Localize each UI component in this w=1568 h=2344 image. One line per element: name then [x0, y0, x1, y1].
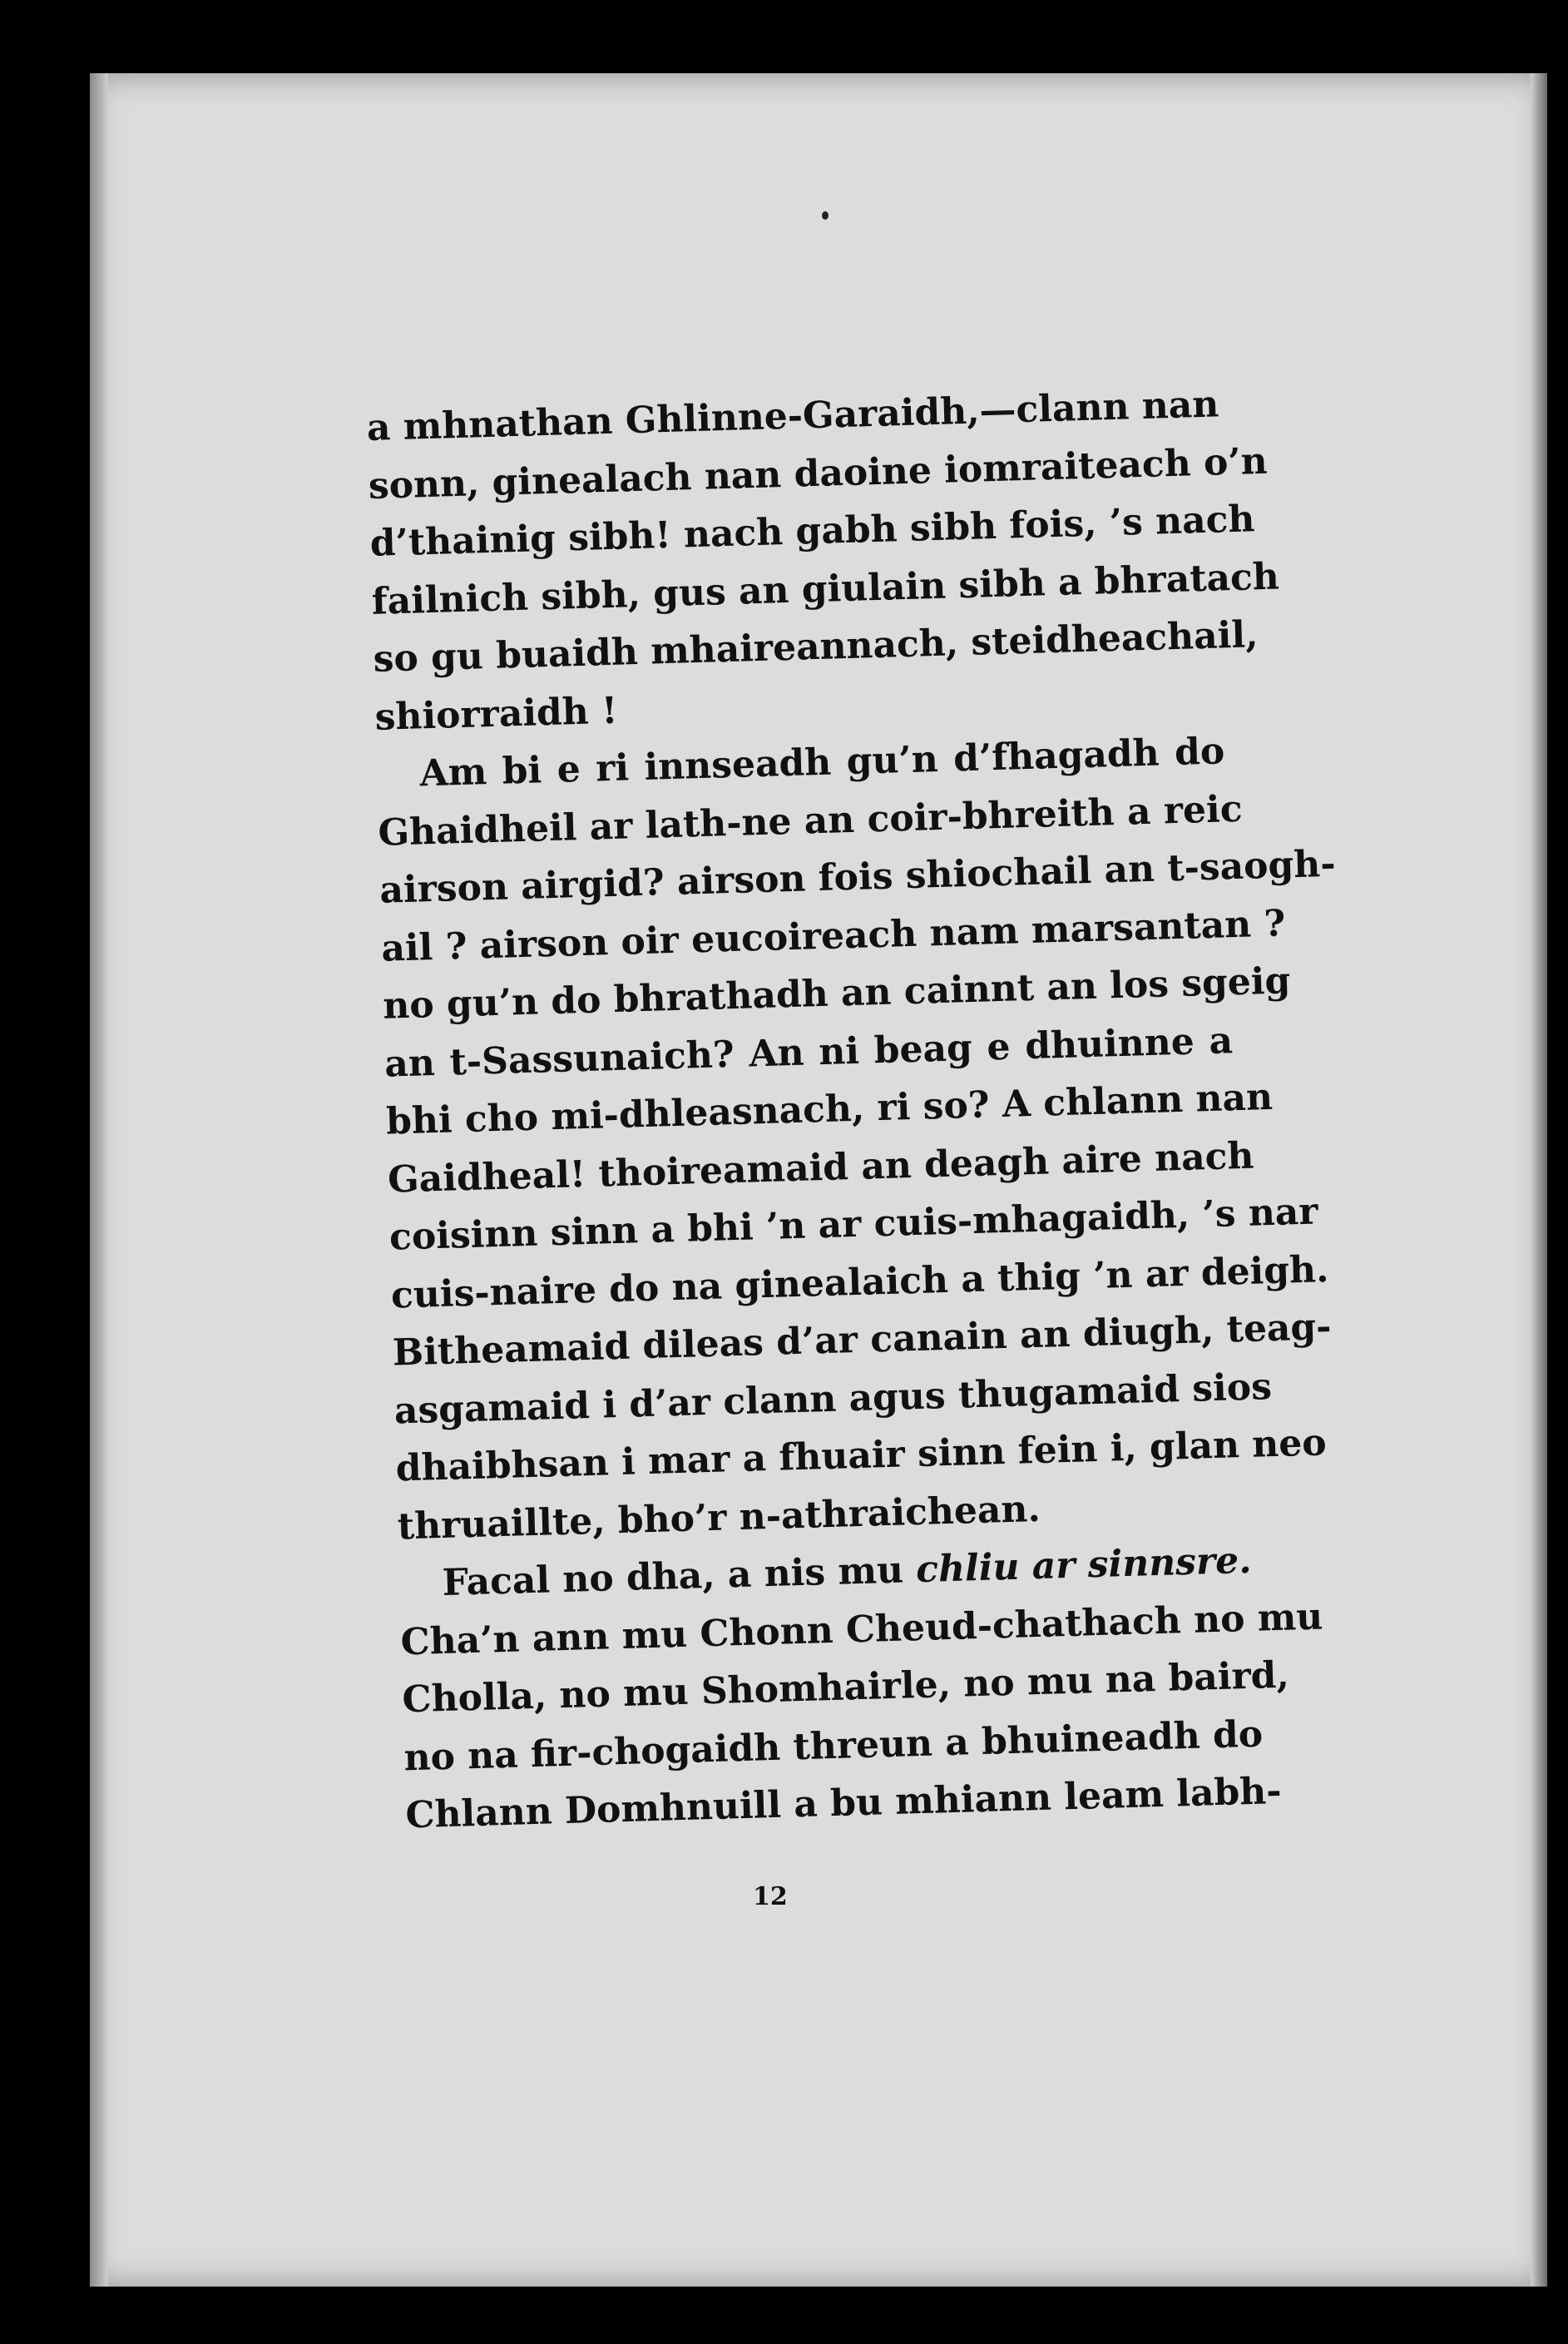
text-line: Bitheamaid dileas d’ar canain an diugh, teag- — [392, 1306, 1333, 1375]
text-line: d’thainig sibh! nach gabh sibh fois, ’s nach — [369, 498, 1256, 565]
page-right-edge — [1531, 73, 1547, 2287]
text-line: dhaibhsan i mar a fhuair sinn fein i, glan neo — [395, 1421, 1328, 1490]
text-line: thruaillte, bho’r n-athraichean. — [397, 1487, 1041, 1548]
text-line: Gaidheal! thoireamaid an deagh aire nach — [387, 1134, 1254, 1202]
body-text — [366, 376, 1337, 1845]
text-line: an t-Sassunaich? An ni beag e dhuinne a — [383, 1018, 1234, 1086]
page-left-edge — [90, 73, 108, 2287]
text-line: a mhnathan Ghlinne-Garaidh,—clann nan — [366, 383, 1219, 449]
text-line: Cha’n ann mu Chonn Cheud-chathach no mu — [400, 1594, 1323, 1663]
text-line: Ghaidheil ar lath-ne an coir-bhreith a reic — [377, 787, 1244, 855]
text-run: Facal no dha, a nis mu — [442, 1549, 917, 1604]
text-line: failnich sibh, gus an giulain sibh a bhratach — [371, 554, 1280, 623]
text-line: ail ? airson oir eucoireach nam marsantan ? — [380, 901, 1286, 970]
text-line: sonn, ginealach nan daoine iomraiteach o’n — [368, 439, 1269, 508]
text-line: airson airgid? airson fois shiochail an t-saogh- — [378, 842, 1337, 912]
text-line: bhi cho mi-dhleasnach, ri so? A chlann nan — [385, 1075, 1274, 1143]
text-line: coisinn sinn a bhi ’n ar cuis-mhagaidh, ’s nar — [388, 1190, 1319, 1259]
text-line: cuis-naire do na ginealaich a thig ’n ar deigh. — [390, 1247, 1329, 1317]
text-line: Am bi e ri innseadh gu’n d’fhagadh do — [418, 730, 1225, 795]
text-line: Chlann Domhnuill a bu mhiann leam labh- — [404, 1769, 1283, 1837]
ink-mark — [822, 211, 829, 220]
text-line: so gu buaidh mhaireannach, steidheachail, — [373, 613, 1259, 681]
text-line: Cholla, no mu Shomhairle, no mu na baird, — [401, 1653, 1290, 1722]
text-line: asgamaid i d’ar clann agus thugamaid sios — [393, 1365, 1273, 1433]
page-number: 12 — [753, 1882, 788, 1911]
text-line: no gu’n do bhrathadh an cainnt an los sgeig — [382, 959, 1291, 1028]
text-line: shiorraidh ! — [373, 689, 619, 739]
italic-phrase: chliu ar sinnsre. — [915, 1539, 1253, 1592]
text-line: no na fir-chogaidh threun a bhuineadh do — [403, 1712, 1264, 1779]
